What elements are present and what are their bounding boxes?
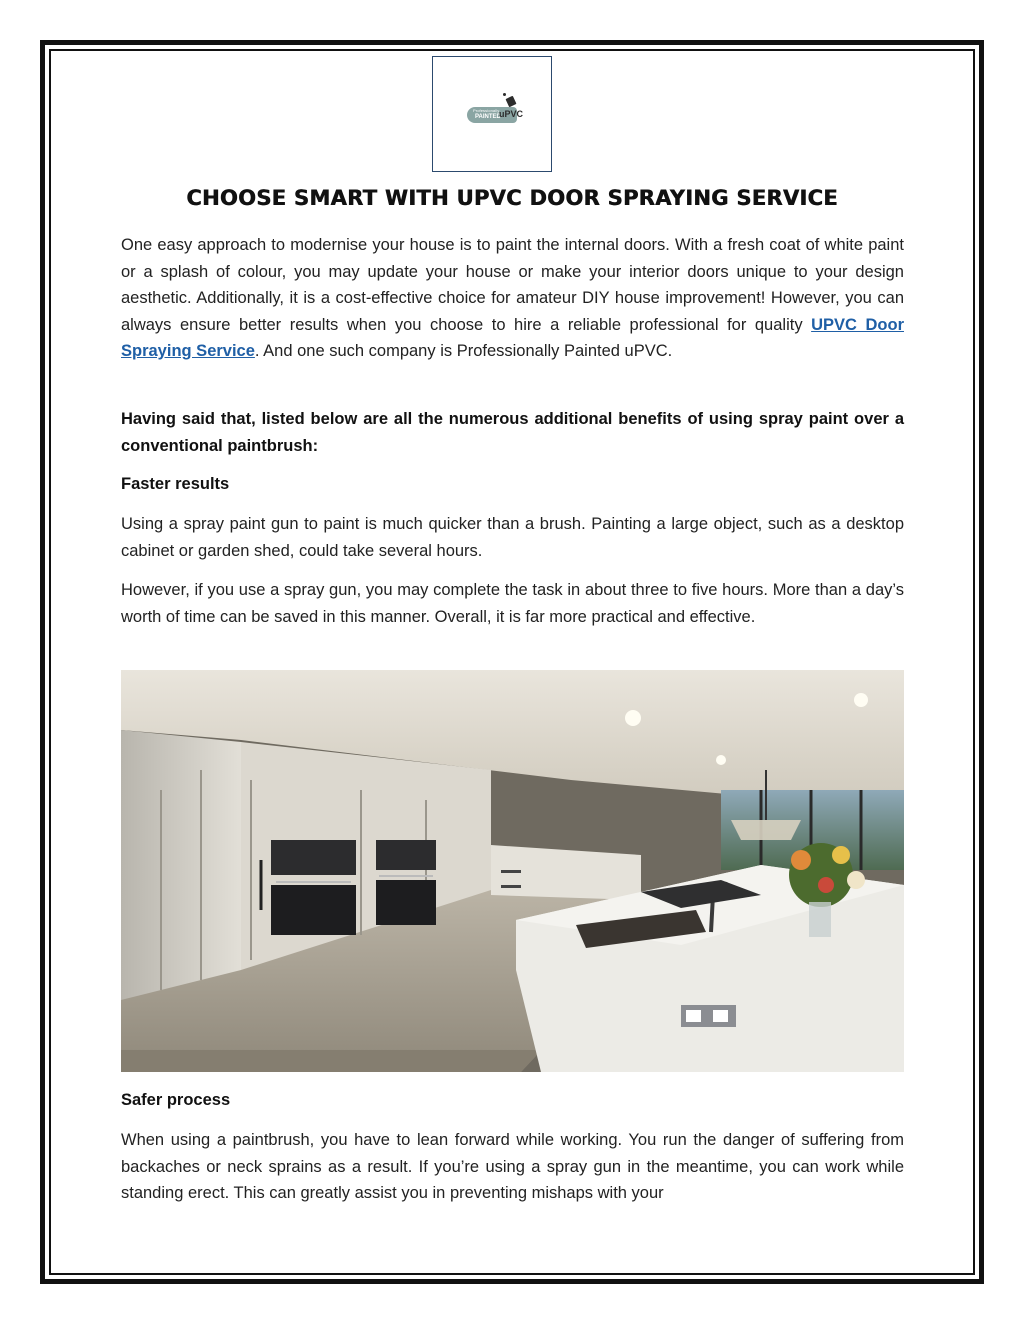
intro-paragraph (121, 232, 904, 365)
section-heading-faster: Faster results (121, 475, 230, 493)
page-title: CHOOSE SMART WITH UPVC DOOR SPRAYING SERVICE (186, 186, 838, 210)
section-heading-safer: Safer process (121, 1091, 231, 1109)
kitchen-photo (121, 670, 904, 1072)
logo-main-text: PAINTED (475, 114, 501, 120)
intro-text-start: One easy approach to modernise your house is to paint the internal doors. With a fresh coat of white paint or a splash of colour, you may update your house or make your interior doors unique to your design aesthetic. Additionally, it is a cost-effective choice for amateur DIY house improvement! However, you can always ensure better results when you choose to hire a reliable professional for quality (121, 236, 904, 334)
spray-dot-icon (503, 93, 506, 96)
spray-can-icon (505, 96, 516, 108)
logo-upvc-text: uPVC (499, 109, 524, 119)
safer-paragraph-1: When using a paintbrush, you have to lean forward while working. You run the danger of suffering from backaches or neck sprains as a result. If you’re using a spray gun in the meantime, you can work while standing erect. This can greatly assist you in preventing mishaps with your (121, 1131, 904, 1202)
company-logo (432, 56, 552, 172)
intro-text-end: . And one such company is Professionally Painted uPVC. (254, 342, 673, 360)
faster-paragraph-2: However, if you use a spray gun, you may complete the task in about three to five hours. More than a day’s worth of time can be saved in this manner. Overall, it is far more practical and effective. (121, 581, 904, 626)
upvc-door-spraying-link[interactable]: UPVC Door Spraying Service (121, 315, 904, 360)
benefits-intro: Having said that, listed below are all the numerous additional benefits of using spray paint over a conventional paintbrush: (121, 410, 904, 455)
faster-paragraph-1: Using a spray paint gun to paint is much quicker than a brush. Painting a large object, such as a desktop cabinet or garden shed, could take several hours. (121, 515, 904, 560)
logo-small-text: Professionally (473, 108, 500, 113)
